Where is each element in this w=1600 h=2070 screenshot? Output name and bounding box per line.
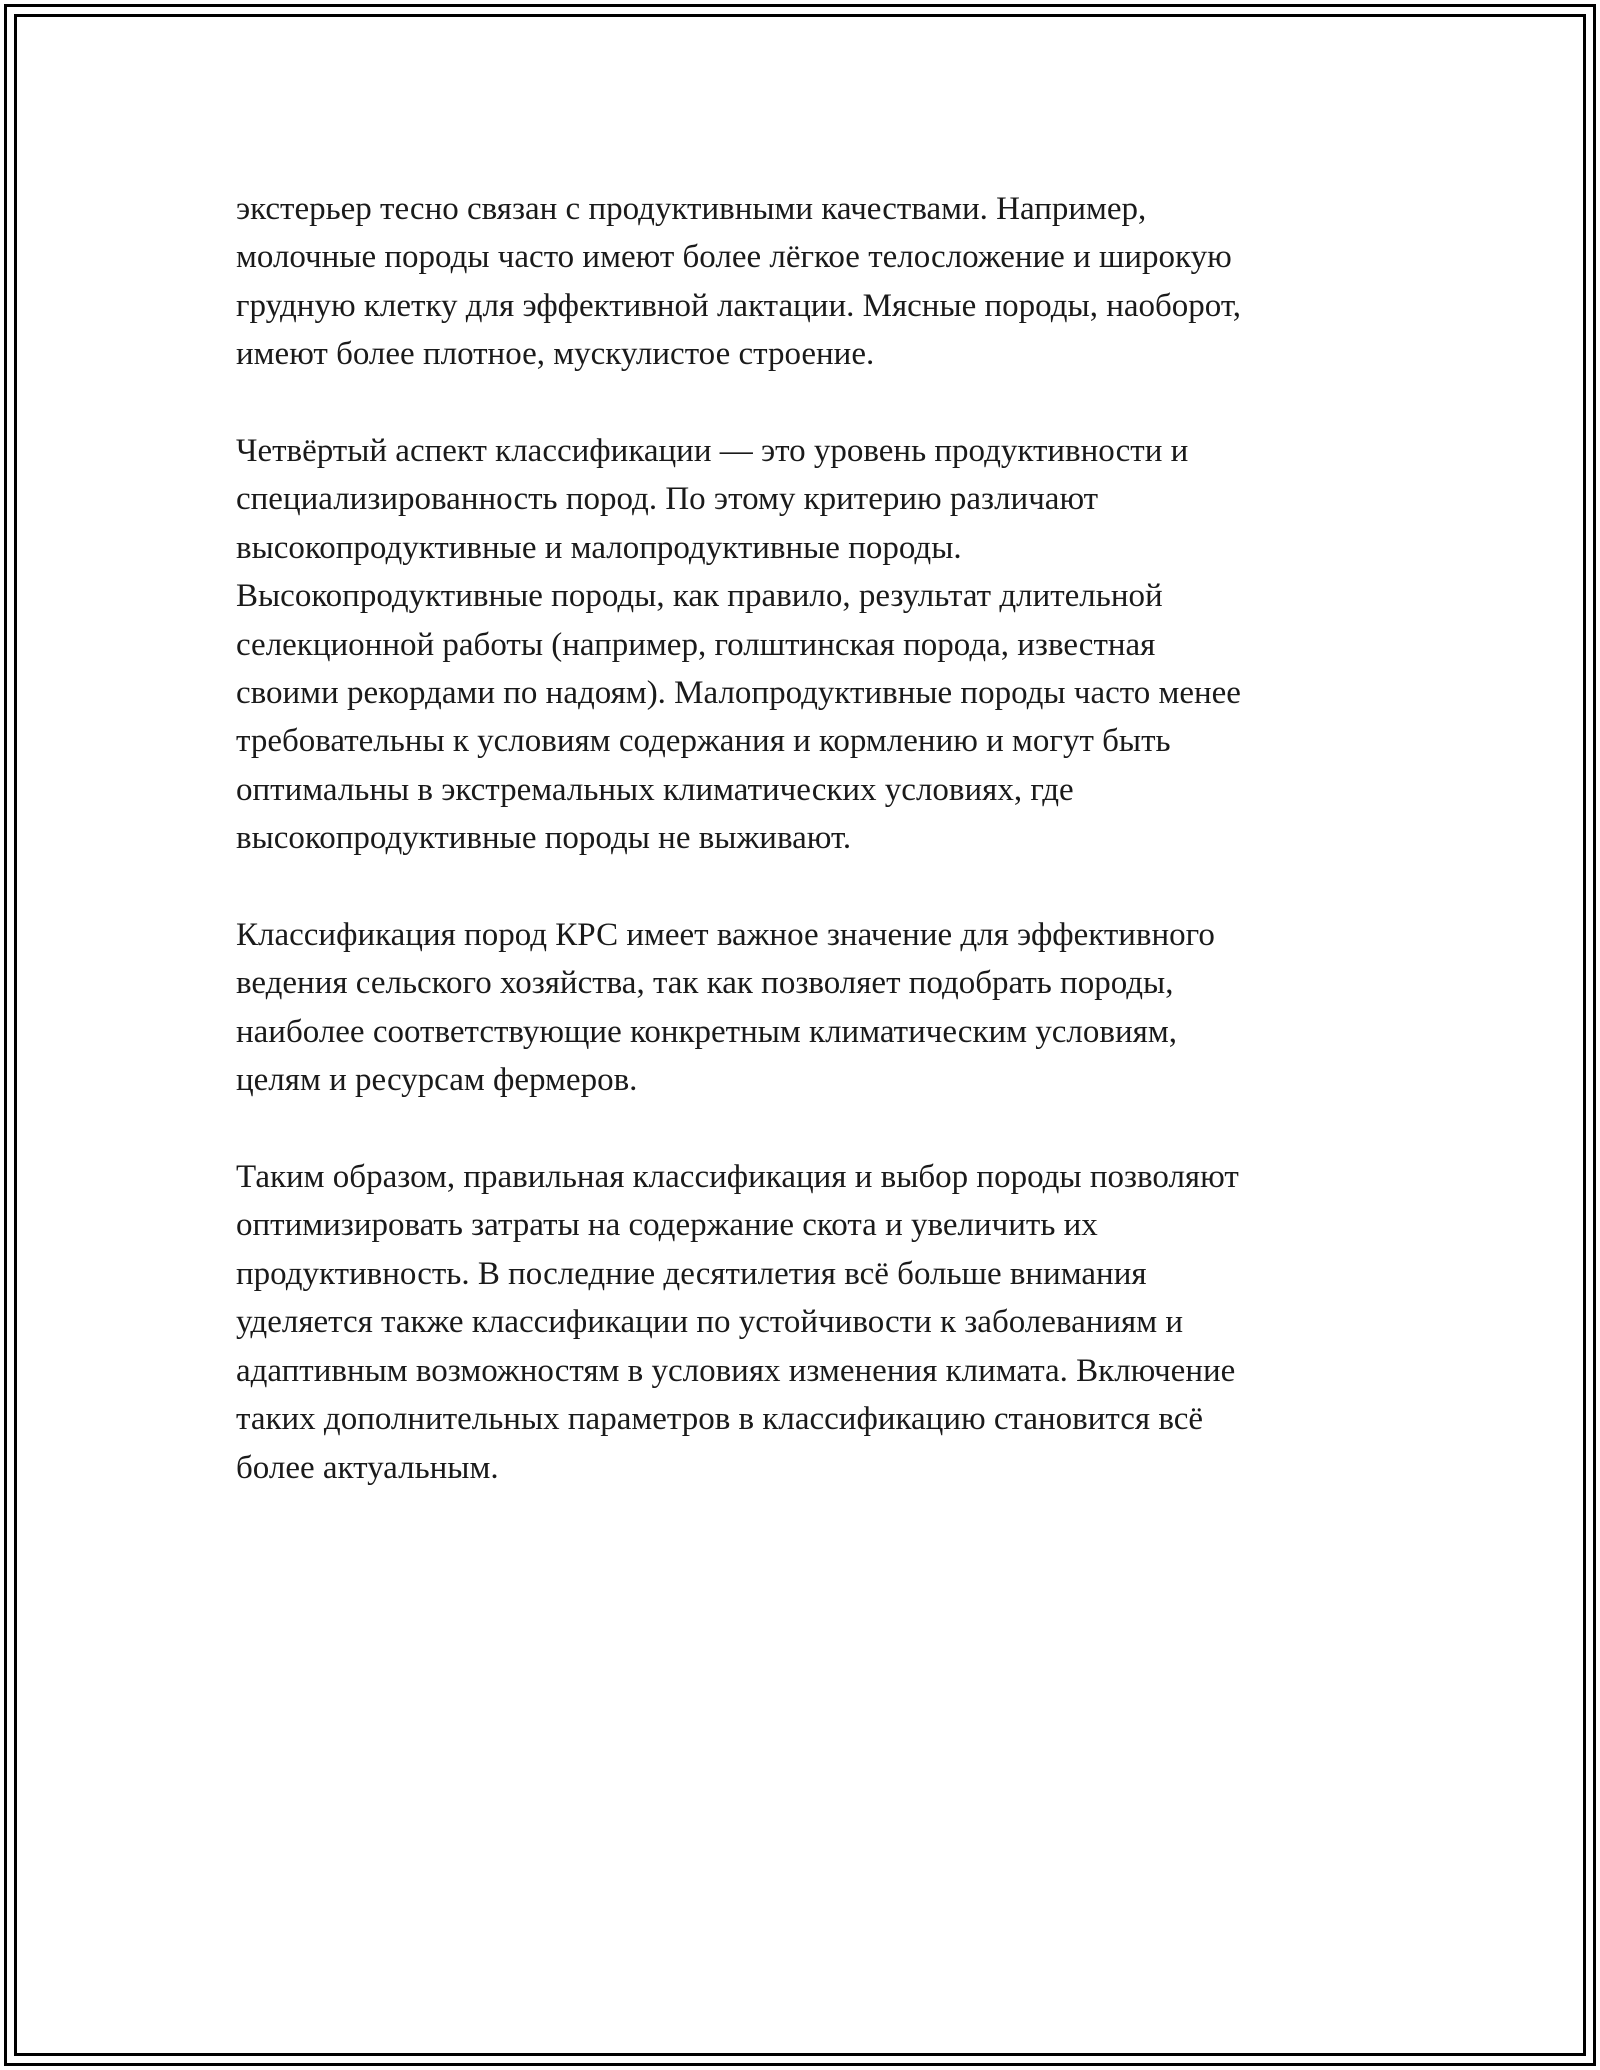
text-line: селекционной работы (например, голштинская порода, известная <box>236 626 1156 663</box>
text-line: требовательны к условиям содержания и кормлению и могут быть <box>236 723 1171 760</box>
text-line: молочные породы часто имеют более лёгкое телосложение и широкую <box>236 239 1232 276</box>
text-line: наиболее соответствующие конкретным климатическим условиям, <box>236 1013 1177 1050</box>
text-line: своими рекордами по надоям). Малопродуктивные породы часто менее <box>236 675 1241 712</box>
text-line: высокопродуктивные породы не выживают. <box>236 820 852 857</box>
text-line: уделяется также классификации по устойчивости к заболеваниям и <box>236 1304 1184 1341</box>
paragraph-conclusion <box>236 1153 1416 1492</box>
text-line: целям и ресурсам фермеров. <box>236 1062 638 1099</box>
text-line: высокопродуктивные и малопродуктивные породы. <box>236 529 962 566</box>
text-line: Четвёртый аспект классификации — это уровень продуктивности и <box>236 433 1189 470</box>
paragraph-productivity-level <box>236 427 1416 863</box>
text-line: имеют более плотное, мускулистое строение. <box>236 336 875 373</box>
text-line: экстерьер тесно связан с продуктивными качествами. Например, <box>236 191 1147 227</box>
text-line: ведения сельского хозяйства, так как позволяет подобрать породы, <box>236 965 1174 1002</box>
text-line: оптимальны в экстремальных климатических условиях, где <box>236 771 1074 808</box>
text-line: таких дополнительных параметров в классификацию становится всё <box>236 1401 1204 1438</box>
text-line: Таким образом, правильная классификация и выбор породы позволяют <box>236 1159 1239 1196</box>
paragraph-exterior-productivity <box>236 185 1416 379</box>
paragraph-classification-importance <box>236 911 1416 1105</box>
text-line: Классификация пород КРС имеет важное значение для эффективного <box>236 917 1215 954</box>
text-line: более актуальным. <box>236 1449 499 1486</box>
text-line: продуктивность. В последние десятилетия всё больше внимания <box>236 1255 1147 1292</box>
text-line: оптимизировать затраты на содержание скота и увеличить их <box>236 1207 1098 1244</box>
text-line: Высокопродуктивные породы, как правило, результат длительной <box>236 578 1163 615</box>
text-line: грудную клетку для эффективной лактации. Мясные породы, наоборот, <box>236 287 1242 324</box>
text-line: специализированность пород. По этому критерию различают <box>236 481 1099 518</box>
text-line: адаптивным возможностям в условиях изменения климата. Включение <box>236 1352 1236 1389</box>
document-body <box>236 185 1416 1540</box>
